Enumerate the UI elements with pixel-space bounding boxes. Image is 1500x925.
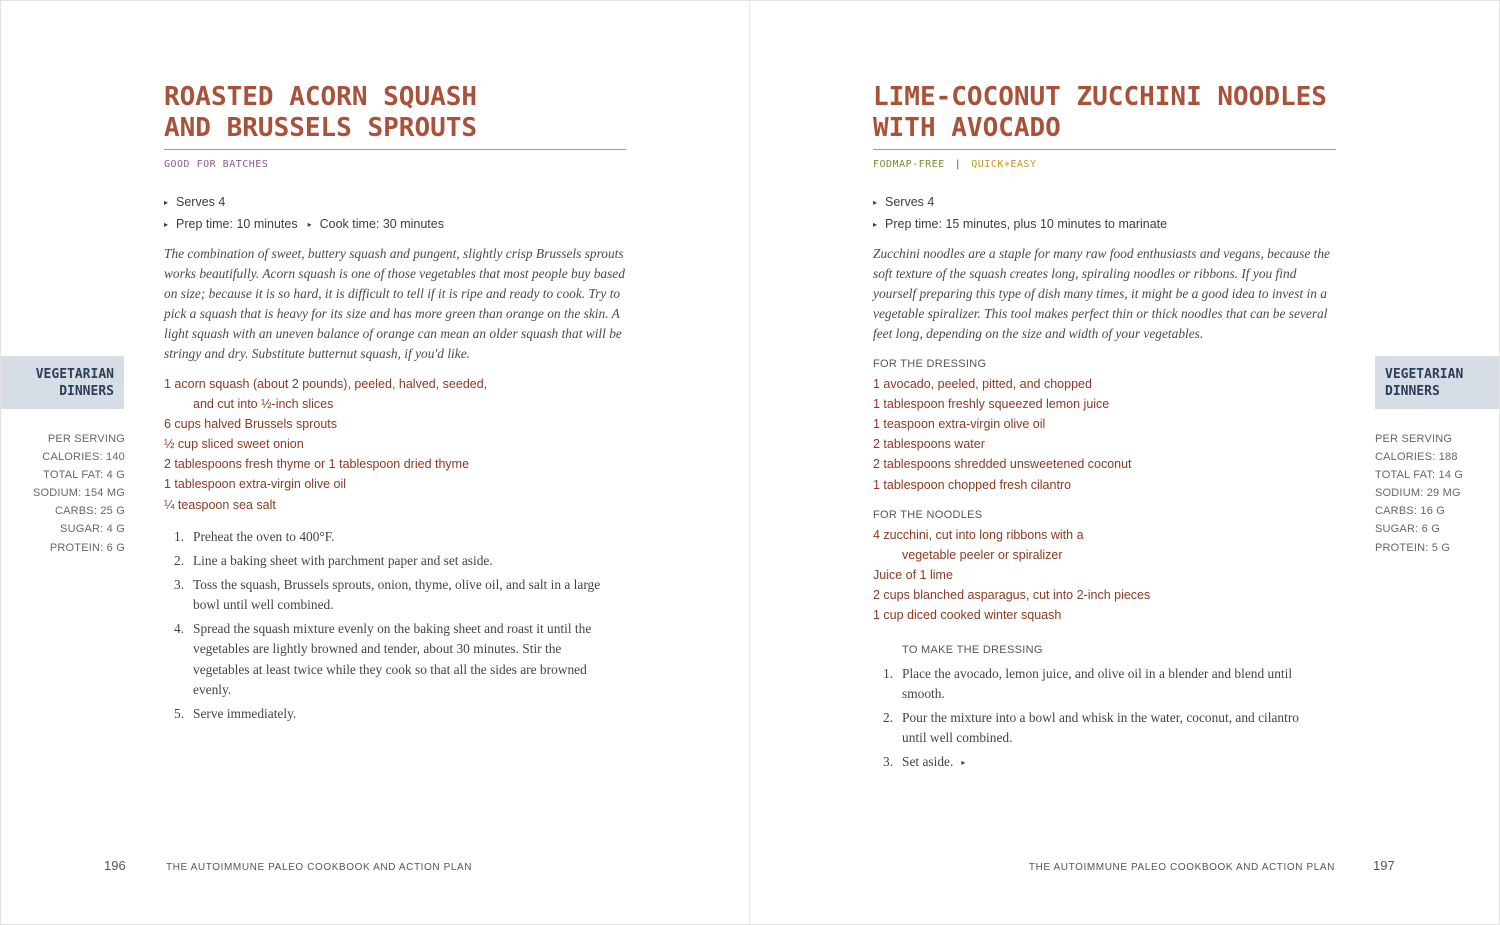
- nutrition-item: SUGAR: 6 G: [1375, 523, 1440, 536]
- recipe-title: [873, 82, 1327, 144]
- step-list: [164, 527, 614, 728]
- tab-line: VEGETARIAN: [35, 367, 114, 382]
- ingredient-item: 2 tablespoons fresh thyme or 1 tablespoon dried thyme: [164, 457, 470, 472]
- recipe-tags: [164, 159, 268, 170]
- ingredient-item: and cut into ½-inch slices: [193, 397, 334, 412]
- ingredient-item: 1 cup diced cooked winter squash: [873, 608, 1062, 623]
- ingredient-item: 6 cups halved Brussels sprouts: [164, 417, 338, 432]
- ingredient-list: [164, 374, 487, 515]
- continue-arrow-icon: ▸: [961, 758, 966, 768]
- step-item: 1. Place the avocado, lemon juice, and olive oil in a blender and blend until smooth.: [883, 666, 1293, 702]
- title-line: AND BRUSSELS SPROUTS: [164, 113, 478, 143]
- ingredient-item: Juice of 1 lime: [873, 567, 953, 582]
- nutrition-item: SODIUM: 154 MG: [32, 487, 125, 500]
- tab-line: DINNERS: [59, 384, 114, 399]
- page-number: 196: [104, 858, 126, 873]
- tag-good-for-batches: GOOD FOR BATCHES: [164, 159, 269, 170]
- recipe-tags: [873, 159, 1036, 170]
- cook-time-text: Cook time: 30 minutes: [319, 217, 444, 231]
- step-item: 3. Toss the squash, Brussels sprouts, onion, thyme, olive oil, and salt in a large bowl until well combined.: [174, 577, 601, 613]
- ingredient-item: 2 cups blanched asparagus, cut into 2-inch pieces: [873, 588, 1151, 603]
- nutrition-item: SUGAR: 4 G: [60, 523, 125, 536]
- nutrition-item: TOTAL FAT: 4 G: [43, 469, 125, 482]
- serves-line: [164, 192, 444, 214]
- nutrition-item: SODIUM: 29 MG: [1375, 487, 1461, 500]
- nutrition-item: TOTAL FAT: 14 G: [1375, 469, 1464, 482]
- page-number: 197: [1373, 858, 1395, 873]
- tag-quick-easy: QUICK+EASY: [971, 159, 1037, 170]
- nutrition-item: PER SERVING: [1375, 433, 1453, 445]
- title-rule: [164, 149, 626, 150]
- nutrition-item: PER SERVING: [47, 433, 125, 445]
- step-item: 4. Spread the squash mixture evenly on the baking sheet and roast it until the vegetables are lightly browned and tender, about 30 minutes. Stir the vegetables at least twice while they cook so that all the sides are browned evenly.: [174, 621, 592, 697]
- ingredient-item: 1 tablespoon freshly squeezed lemon juice: [873, 397, 1110, 412]
- nutrition-item: PROTEIN: 5 G: [1375, 541, 1451, 554]
- tab-line: VEGETARIAN: [1385, 367, 1464, 382]
- ingredient-item: 2 tablespoons water: [873, 437, 985, 452]
- ingredient-list: [873, 354, 1150, 625]
- serves-text: Serves 4: [885, 195, 935, 209]
- bullet-icon: ▸: [873, 220, 878, 229]
- ingredient-item: 1 tablespoon chopped fresh cilantro: [873, 477, 1072, 492]
- title-line: LIME-COCONUT ZUCCHINI NOODLES: [873, 82, 1327, 112]
- step-item: 3. Set aside. ▸: [883, 754, 966, 770]
- dressing-heading: FOR THE DRESSING: [873, 358, 987, 370]
- step-list: [873, 664, 1323, 778]
- ingredient-item: 1 acorn squash (about 2 pounds), peeled, halved, seeded,: [164, 377, 488, 391]
- ingredient-item: 1 tablespoon extra-virgin olive oil: [164, 477, 347, 492]
- list-spacer: [873, 495, 1150, 505]
- step-item: 5. Serve immediately.: [174, 705, 297, 721]
- bullet-icon: ▸: [873, 198, 878, 207]
- step-item: 2. Line a baking sheet with parchment paper and set aside.: [174, 553, 493, 569]
- recipe-intro: Zucchini noodles are a staple for many raw food enthusiasts and vegans, because the soft texture of the squash creates long, spiraling noodles or ribbons. If you find yourself preparing this type of dish many times, it might be a good idea to invest in a vegetable spiralizer. This tool makes perfect thin or thick noodles that can be several feet long, depending on the size and width of your vegetables.: [873, 246, 1330, 342]
- bullet-icon: ▸: [164, 198, 169, 207]
- serves-text: Serves 4: [176, 195, 226, 209]
- running-title: THE AUTOIMMUNE PALEO COOKBOOK AND ACTION PLAN: [166, 862, 473, 873]
- bullet-icon: ▸: [307, 220, 312, 229]
- prep-time-text: Prep time: 15 minutes, plus 10 minutes to marinate: [885, 217, 1168, 231]
- nutrition-item: CALORIES: 188: [1375, 451, 1458, 464]
- title-line: WITH AVOCADO: [873, 113, 1061, 143]
- ingredient-item: ½ cup sliced sweet onion: [164, 437, 304, 452]
- noodles-heading: FOR THE NOODLES: [873, 508, 983, 521]
- nutrition-item: CARBS: 25 G: [54, 505, 125, 518]
- nutrition-panel: [1375, 430, 1463, 557]
- steps-heading: TO MAKE THE DRESSING: [902, 644, 1043, 656]
- title-rule: [873, 149, 1336, 150]
- ingredient-item: vegetable peeler or spiralizer: [902, 547, 1063, 562]
- nutrition-panel: [33, 430, 125, 557]
- title-line: ROASTED ACORN SQUASH: [164, 82, 478, 112]
- ingredient-item: 1 avocado, peeled, pitted, and chopped: [873, 377, 1092, 392]
- time-line: [164, 214, 444, 236]
- section-tab: [1375, 356, 1500, 409]
- ingredient-item: 2 tablespoons shredded unsweetened coconut: [873, 457, 1132, 472]
- ingredient-item: 4 zucchini, cut into long ribbons with a: [873, 527, 1084, 542]
- prep-time-text: Prep time: 10 minutes: [176, 217, 298, 231]
- tag-fodmap-free: FODMAP-FREE: [873, 159, 945, 170]
- recipe-meta: [164, 192, 444, 236]
- recipe-meta: [873, 192, 1167, 236]
- section-tab: [0, 356, 124, 409]
- nutrition-item: CALORIES: 140: [42, 451, 125, 464]
- bullet-icon: ▸: [164, 220, 169, 229]
- step-item: 2. Pour the mixture into a bowl and whisk in the water, coconut, and cilantro until well combined.: [883, 710, 1299, 746]
- recipe-title: [164, 82, 477, 144]
- nutrition-item: PROTEIN: 6 G: [49, 541, 125, 554]
- time-line: [873, 214, 1167, 236]
- recipe-intro: The combination of sweet, buttery squash and pungent, slightly crisp Brussels sprouts works beautifully. Acorn squash is one of those vegetables that most people buy based on size; because it is so hard, it is difficult to tell if it is ripe and ready to cook. Try to pick a squash that is heavy for its size and has more green than orange on the skin. A light squash with an uneven balance of orange can mean an older squash that will be stringy and dry. Substitute butternut squash, if you'd like.: [164, 246, 625, 362]
- book-spine: [749, 0, 750, 925]
- step-item: 1. Preheat the oven to 400°F.: [174, 529, 335, 544]
- tab-line: DINNERS: [1385, 384, 1440, 399]
- ingredient-item: ¼ teaspoon sea salt: [164, 497, 276, 512]
- tag-separator: |: [954, 159, 962, 170]
- ingredient-item: 1 teaspoon extra-virgin olive oil: [873, 417, 1046, 432]
- nutrition-item: CARBS: 16 G: [1375, 505, 1446, 518]
- running-title: THE AUTOIMMUNE PALEO COOKBOOK AND ACTION PLAN: [1028, 862, 1335, 873]
- serves-line: [873, 192, 1167, 214]
